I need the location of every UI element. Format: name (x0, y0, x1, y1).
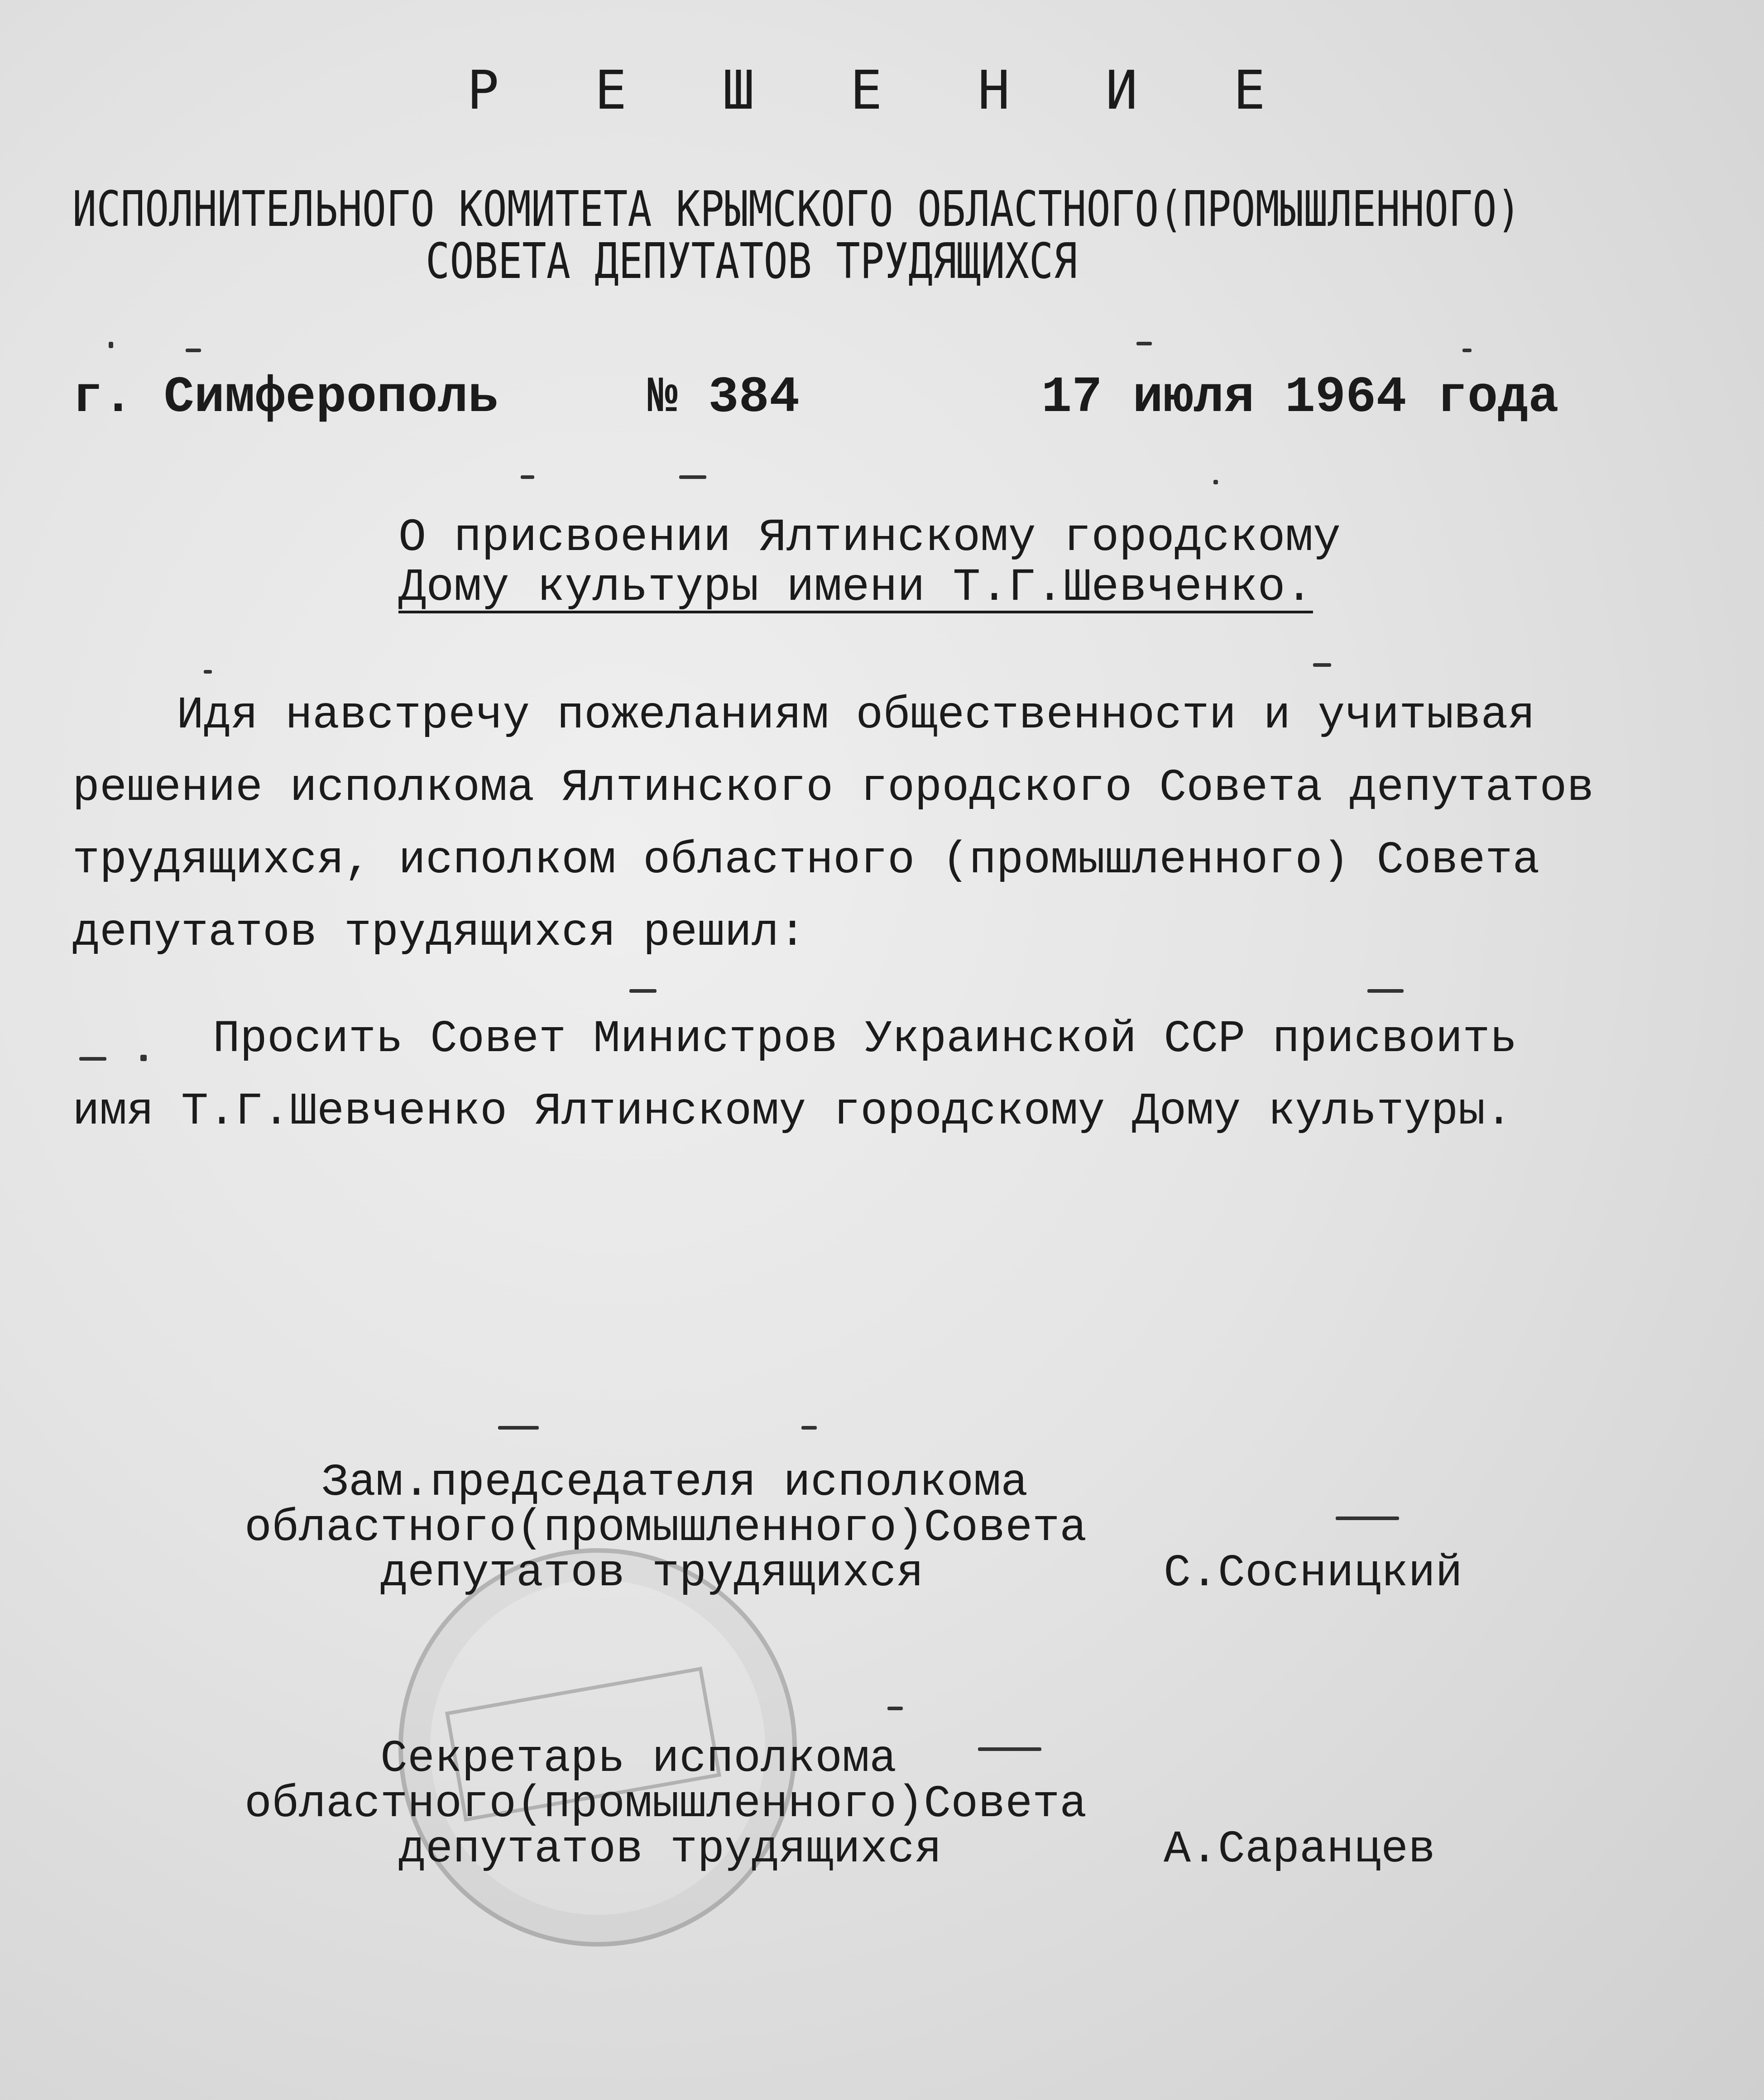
ink-speck (1462, 349, 1472, 352)
header-line-2: СОВЕТА ДЕПУТАТОВ ТРУДЯЩИХСЯ (426, 233, 1078, 290)
document-date: 17 июля 1964 года (1041, 369, 1559, 426)
ink-speck (1136, 342, 1152, 345)
ink-speck (109, 342, 113, 348)
ink-speck (978, 1747, 1041, 1751)
subject-line-1: О присвоении Ялтинскому городскому (398, 512, 1341, 564)
signature-2-name: А.Саранцев (1164, 1824, 1436, 1875)
subject-line-2: Дому культуры имени Т.Г.Шевченко. (398, 561, 1313, 614)
ink-speck (629, 989, 657, 993)
preamble-line-3: трудящихся, исполком областного (промышленного) Совета (72, 835, 1540, 886)
document-title: Р Е Ш Е Н И Е (467, 59, 1297, 121)
ink-speck (679, 475, 706, 479)
ink-speck (801, 1426, 817, 1430)
ink-speck (521, 475, 534, 479)
ink-speck (204, 670, 212, 674)
ink-speck (1213, 480, 1218, 484)
ink-speck (186, 349, 201, 352)
signature-1-position-line-3: депутатов трудящихся (380, 1548, 924, 1599)
ink-speck (498, 1426, 539, 1430)
signature-1-position-line-1: Зам.председателя исполкома (321, 1458, 1028, 1509)
preamble-line-2: решение исполкома Ялтинского городского Совета депутатов (72, 763, 1594, 814)
signature-2-position-line-1: Секретарь исполкома (380, 1734, 897, 1785)
resolution-line-2: имя Т.Г.Шевченко Ялтинскому городскому Дому культуры. (72, 1086, 1513, 1138)
ink-speck (1336, 1516, 1399, 1520)
signature-2-position-line-3: депутатов трудящихся (398, 1824, 942, 1875)
resolution-line-1: Просить Совет Министров Украинской ССР присвоить (213, 1014, 1517, 1065)
signature-1-position-line-2: областного(промышленного)Совета (244, 1503, 1087, 1554)
ink-speck (79, 1057, 106, 1061)
ink-speck (887, 1707, 903, 1710)
preamble-line-1: Идя навстречу пожеланиям общественности и учитывая (177, 690, 1535, 741)
signature-2-position-line-2: областного(промышленного)Совета (244, 1779, 1087, 1830)
ink-speck (1367, 989, 1404, 993)
preamble-line-4: депутатов трудящихся решил: (72, 908, 806, 959)
ink-speck (140, 1055, 147, 1061)
ink-speck (1313, 663, 1331, 667)
signature-1-name: С.Сосницкий (1164, 1548, 1463, 1599)
header-line-1: ИСПОЛНИТЕЛЬНОГО КОМИТЕТА КРЫМСКОГО ОБЛАСТНОГО(ПРОМЫШЛЕННОГО) (72, 181, 1521, 238)
city: г. Симферополь (72, 369, 499, 426)
document-number: № 384 (647, 369, 800, 426)
